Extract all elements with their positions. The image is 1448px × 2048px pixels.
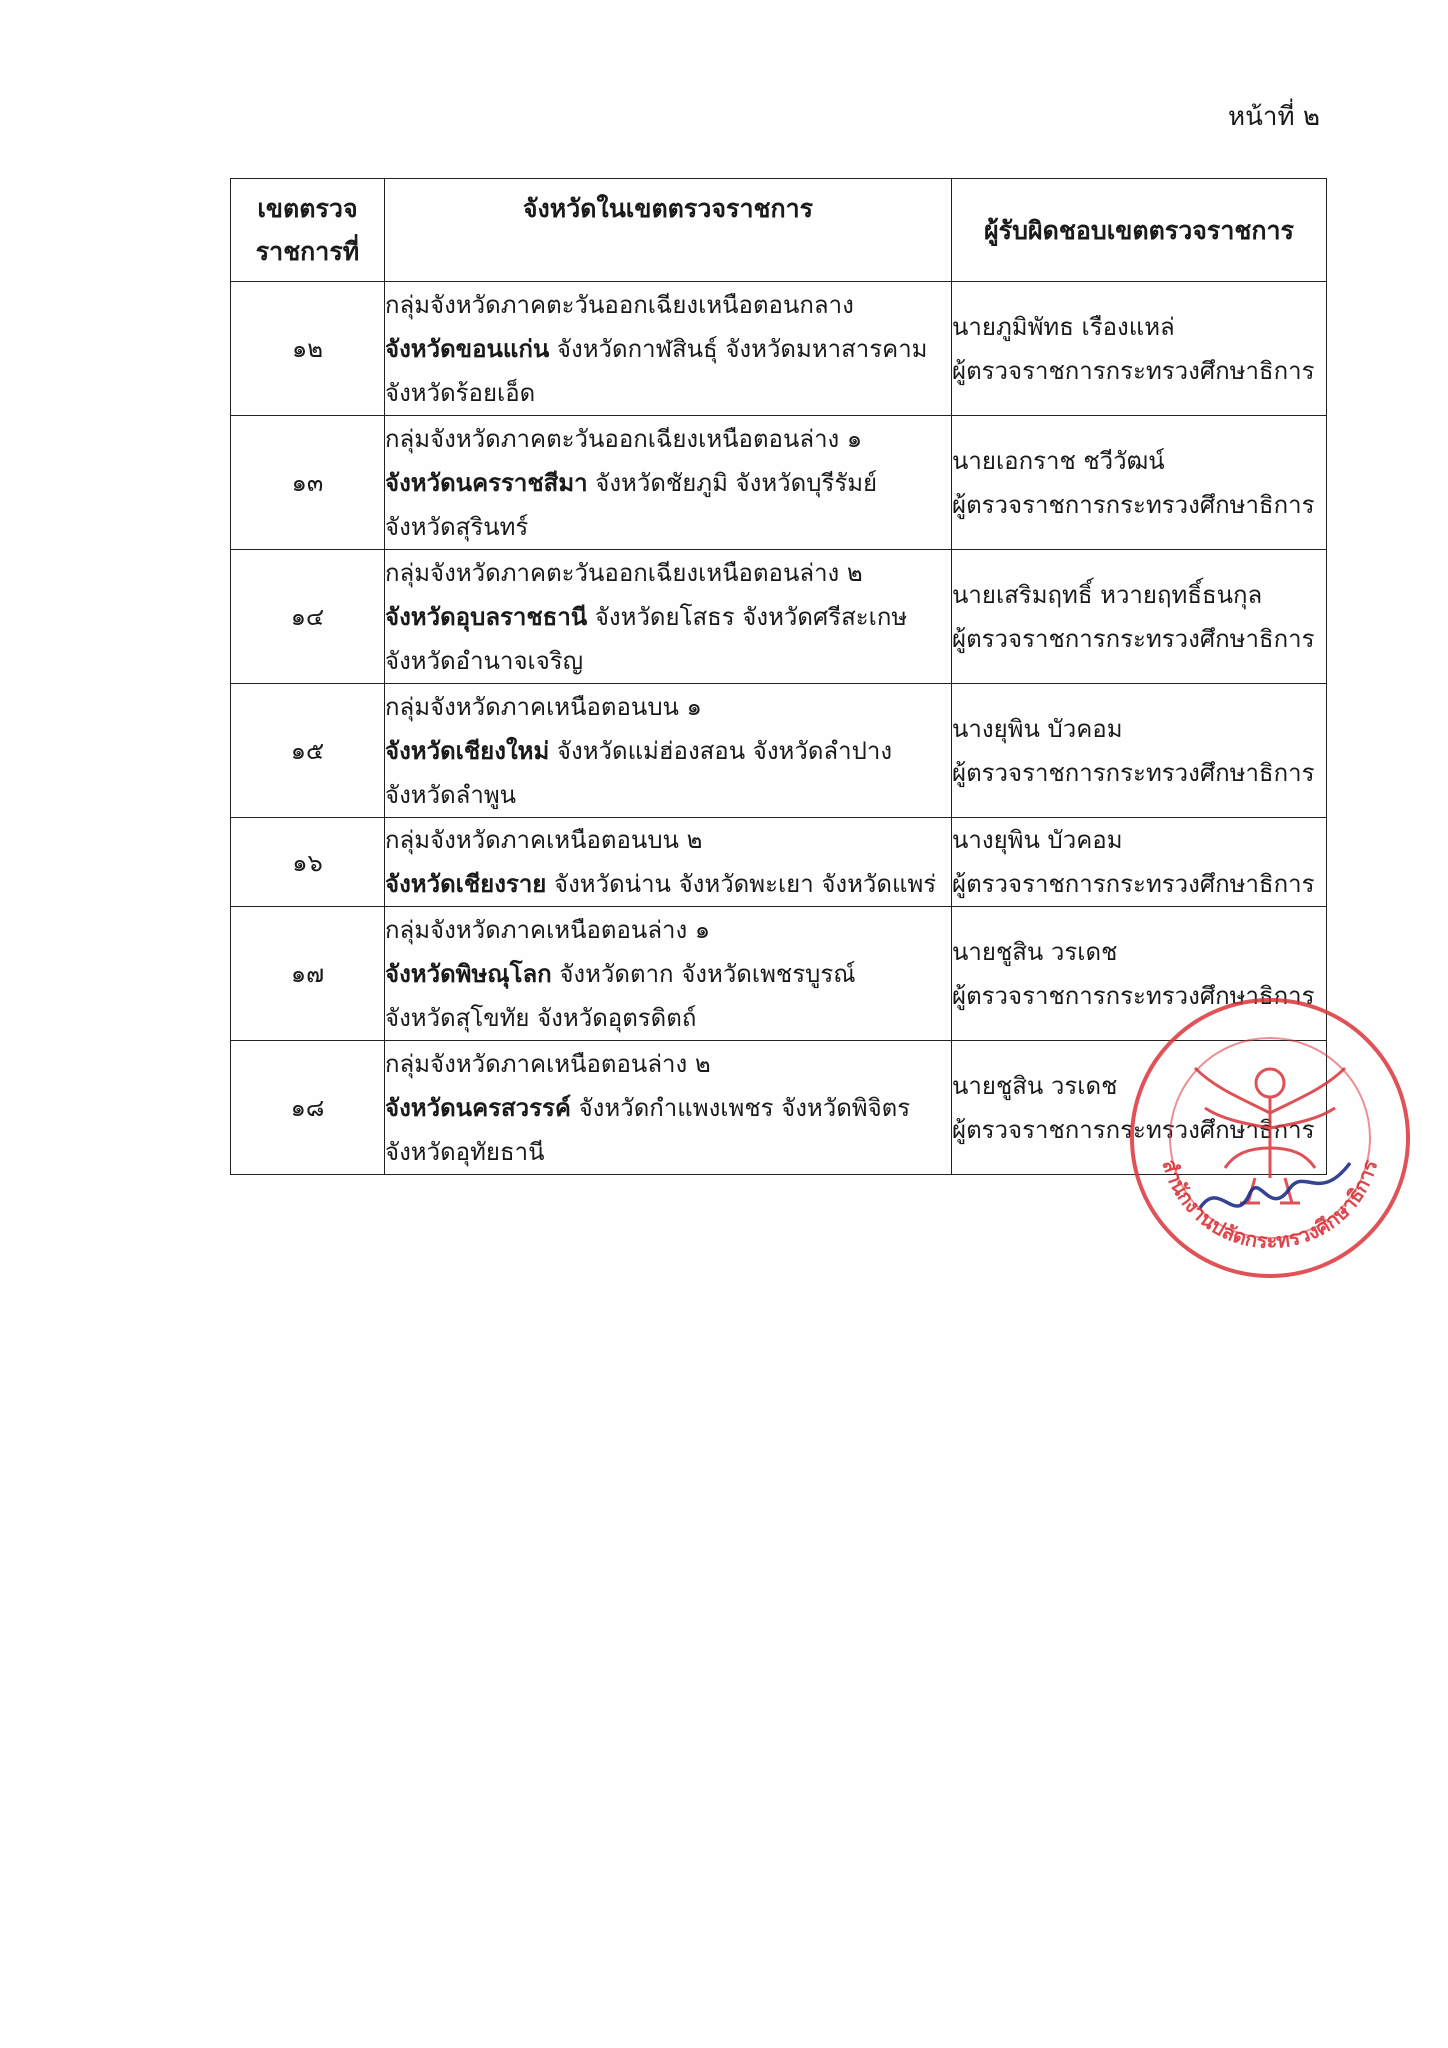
province-group: กลุ่มจังหวัดภาคเหนือตอนล่าง ๒ <box>385 1049 711 1078</box>
inspector-title: ผู้ตรวจราชการกระทรวงศึกษาธิการ <box>952 490 1315 519</box>
zone-number: ๑๕ <box>231 684 385 818</box>
zone-number: ๑๘ <box>231 1041 385 1175</box>
province-list: จังหวัดชัยภูมิ จังหวัดบุรีรัมย์ <box>587 468 878 497</box>
inspector-title: ผู้ตรวจราชการกระทรวงศึกษาธิการ <box>952 1115 1315 1144</box>
inspector-title: ผู้ตรวจราชการกระทรวงศึกษาธิการ <box>952 624 1315 653</box>
province-list: จังหวัดยโสธร จังหวัดศรีสะเกษ <box>587 602 908 631</box>
lead-province: จังหวัดนครสวรรค์ <box>385 1093 571 1122</box>
province-list-cont: จังหวัดสุรินทร์ <box>385 512 529 541</box>
header-provinces: จังหวัดในเขตตรวจราชการ <box>385 179 952 282</box>
page-number: หน้าที่ ๒ <box>1227 102 1320 132</box>
inspector-name: นายภูมิพัทธ เรืองแหล่ <box>952 312 1175 341</box>
province-list-cont: จังหวัดร้อยเอ็ด <box>385 378 536 407</box>
inspector-name: นายเอกราช ชวีวัฒน์ <box>952 446 1165 475</box>
header-responsible: ผู้รับผิดชอบเขตตรวจราชการ <box>952 179 1327 282</box>
inspector-name: นางยุพิน บัวคอม <box>952 826 1123 854</box>
table-row <box>231 684 1327 818</box>
province-group: กลุ่มจังหวัดภาคเหนือตอนล่าง ๑ <box>385 915 711 944</box>
lead-province: จังหวัดขอนแก่น <box>385 334 550 363</box>
province-group: กลุ่มจังหวัดภาคตะวันออกเฉียงเหนือตอนล่าง ๑ <box>385 424 863 453</box>
inspector-name: นายเสริมฤทธิ์ หวายฤทธิ์ธนกุล <box>952 580 1263 609</box>
inspector-name: นายชูสิน วรเดช <box>952 1071 1118 1100</box>
province-group: กลุ่มจังหวัดภาคตะวันออกเฉียงเหนือตอนกลาง <box>385 290 854 319</box>
inspector-title: ผู้ตรวจราชการกระทรวงศึกษาธิการ <box>952 356 1315 385</box>
province-list-cont: จังหวัดอุทัยธานี <box>385 1137 545 1166</box>
lead-province: จังหวัดเชียงราย <box>385 870 547 898</box>
inspector-title: ผู้ตรวจราชการกระทรวงศึกษาธิการ <box>952 758 1315 787</box>
province-list: จังหวัดกาฬสินธุ์ จังหวัดมหาสารคาม <box>549 334 928 363</box>
province-list-cont: จังหวัดอำนาจเจริญ <box>385 646 584 675</box>
lead-province: จังหวัดนครราชสีมา <box>385 468 588 497</box>
zone-number: ๑๖ <box>231 818 385 907</box>
responsible-cell <box>952 282 1327 416</box>
responsible-cell <box>952 818 1327 907</box>
inspector-name: นายชูสิน วรเดช <box>952 937 1118 966</box>
responsible-cell <box>952 416 1327 550</box>
province-cell <box>385 416 952 550</box>
lead-province: จังหวัดพิษณุโลก <box>385 959 552 988</box>
table-row <box>231 550 1327 684</box>
zone-number: ๑๔ <box>231 550 385 684</box>
province-cell <box>385 550 952 684</box>
province-list-cont: จังหวัดสุโขทัย จังหวัดอุตรดิตถ์ <box>385 1003 697 1032</box>
province-list: จังหวัดตาก จังหวัดเพชรบูรณ์ <box>551 959 856 988</box>
province-cell <box>385 684 952 818</box>
signature-mark <box>1200 1163 1350 1208</box>
seal-text: สำนักงานปลัดกระทรวงศึกษาธิการ <box>1157 1156 1383 1254</box>
province-group: กลุ่มจังหวัดภาคเหนือตอนบน ๑ <box>385 692 702 721</box>
province-cell <box>385 818 952 907</box>
header-zone-number: เขตตรวจ ราชการที่ <box>231 179 385 282</box>
inspector-title: ผู้ตรวจราชการกระทรวงศึกษาธิการ <box>952 870 1315 898</box>
responsible-cell <box>952 550 1327 684</box>
table-row <box>231 282 1327 416</box>
zone-number: ๑๒ <box>231 282 385 416</box>
province-cell <box>385 907 952 1041</box>
zone-number: ๑๗ <box>231 907 385 1041</box>
table-row <box>231 416 1327 550</box>
inspector-title: ผู้ตรวจราชการกระทรวงศึกษาธิการ <box>952 981 1315 1010</box>
province-list: จังหวัดกำแพงเพชร จังหวัดพิจิตร <box>570 1093 911 1122</box>
province-list: จังหวัดแม่ฮ่องสอน จังหวัดลำปาง <box>549 736 893 765</box>
province-list-cont: จังหวัดลำพูน <box>385 780 517 809</box>
inspector-name: นางยุพิน บัวคอม <box>952 714 1123 743</box>
zone-number: ๑๓ <box>231 416 385 550</box>
table-header-row <box>231 179 1327 282</box>
province-cell <box>385 1041 952 1175</box>
table-row <box>231 818 1327 907</box>
official-seal-stamp <box>1120 988 1420 1288</box>
province-cell <box>385 282 952 416</box>
lead-province: จังหวัดเชียงใหม่ <box>385 736 550 765</box>
responsible-cell <box>952 684 1327 818</box>
province-group: กลุ่มจังหวัดภาคตะวันออกเฉียงเหนือตอนล่าง ๒ <box>385 558 863 587</box>
province-group: กลุ่มจังหวัดภาคเหนือตอนบน ๒ <box>385 826 703 854</box>
lead-province: จังหวัดอุบลราชธานี <box>385 602 588 631</box>
province-list: จังหวัดน่าน จังหวัดพะเยา จังหวัดแพร่ <box>546 870 937 898</box>
